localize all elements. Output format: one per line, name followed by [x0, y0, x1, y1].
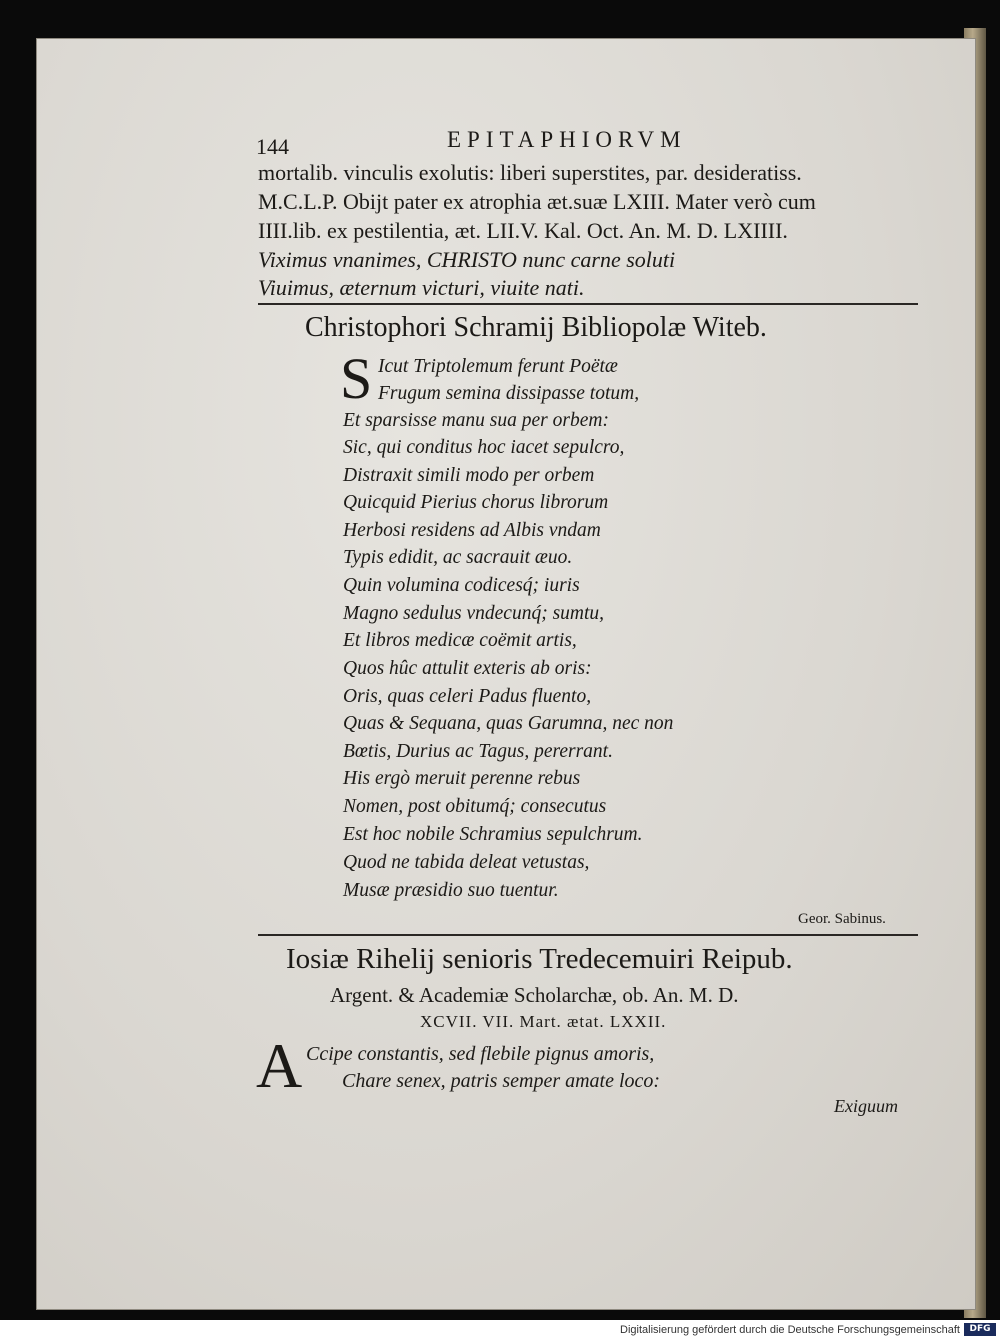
verse-line: Distraxit simili modo per orbem [343, 465, 595, 486]
intro-line: IIII.lib. ex pestilentia, æt. LII.V. Kal. Oct. An. M. D. LXIIII. [258, 218, 788, 243]
verse-line: Quas & Sequana, quas Garumna, nec non [343, 713, 674, 734]
intro-verse-line: Viximus vnanimes, CHRISTO nunc carne soluti [258, 247, 676, 272]
running-head: EPITAPHIORVM [447, 127, 687, 152]
section-rule [258, 303, 918, 305]
verse-line: Quin volumina codicesq́; iuris [343, 575, 580, 596]
page-number: 144 [256, 134, 289, 159]
verse-line: Chare senex, patris semper amate loco: [342, 1070, 661, 1092]
intro-line: mortalib. vinculis exolutis: liberi superstites, par. desideratiss. [258, 160, 802, 185]
intro-verse-line: Viuimus, æternum victuri, viuite nati. [258, 275, 585, 300]
verse-line: Ccipe constantis, sed flebile pignus amoris, [306, 1043, 655, 1065]
verse-line: Et libros medicæ coëmit artis, [343, 630, 577, 651]
dfg-logo-icon: DFG [964, 1323, 996, 1336]
verse-line: Est hoc nobile Schramius sepulchrum. [343, 824, 643, 845]
verse-line: His ergò meruit perenne rebus [343, 768, 581, 789]
intro-line: M.C.L.P. Obijt pater ex atrophia æt.suæ LXIII. Mater verò cum [258, 189, 816, 214]
verse-line: Quicquid Pierius chorus librorum [343, 492, 609, 513]
verse-line: Et sparsisse manu sua per orbem: [343, 410, 609, 431]
verse-line: Nomen, post obitumq́; consecutus [343, 796, 607, 817]
drop-cap: S [340, 346, 373, 411]
drop-cap: A [256, 1030, 303, 1101]
verse-line: Typis edidit, ac sacrauit æuo. [343, 547, 573, 568]
verse-line: Icut Triptolemum ferunt Poëtæ [378, 356, 618, 377]
section-rule [258, 934, 918, 936]
epitaph-subtitle: Argent. & Academiæ Scholarchæ, ob. An. M. D. [330, 983, 739, 1007]
verse-line: Quos hûc attulit exteris ab oris: [343, 658, 592, 679]
verse-line: Musæ præsidio suo tuentur. [343, 880, 559, 901]
funding-credit: Digitalisierung gefördert durch die Deutsche Forschungsgemeinschaft [620, 1324, 960, 1336]
verse-line: Magno sedulus vndecunq́; sumtu, [343, 603, 605, 624]
epitaph-subtitle: XCVII. VII. Mart. ætat. LXXII. [420, 1012, 667, 1031]
footer-bar [0, 1320, 1000, 1340]
verse-line: Quod ne tabida deleat vetustas, [343, 852, 590, 873]
verse-line: Sic, qui conditus hoc iacet sepulcro, [343, 437, 625, 458]
verse-line: Oris, quas celeri Padus fluento, [343, 686, 592, 707]
verse-line: Bœtis, Durius ac Tagus, pererrant. [343, 741, 613, 762]
epitaph-title: Christophori Schramij Bibliopolæ Witeb. [305, 312, 767, 343]
epitaph-title: Iosiæ Rihelij senioris Tredecemuiri Reipub. [286, 943, 793, 975]
verse-line: Herbosi residens ad Albis vndam [343, 520, 601, 541]
catchword: Exiguum [834, 1096, 898, 1116]
author-signature: Geor. Sabinus. [798, 911, 886, 927]
verse-line: Frugum semina dissipasse totum, [378, 383, 640, 404]
